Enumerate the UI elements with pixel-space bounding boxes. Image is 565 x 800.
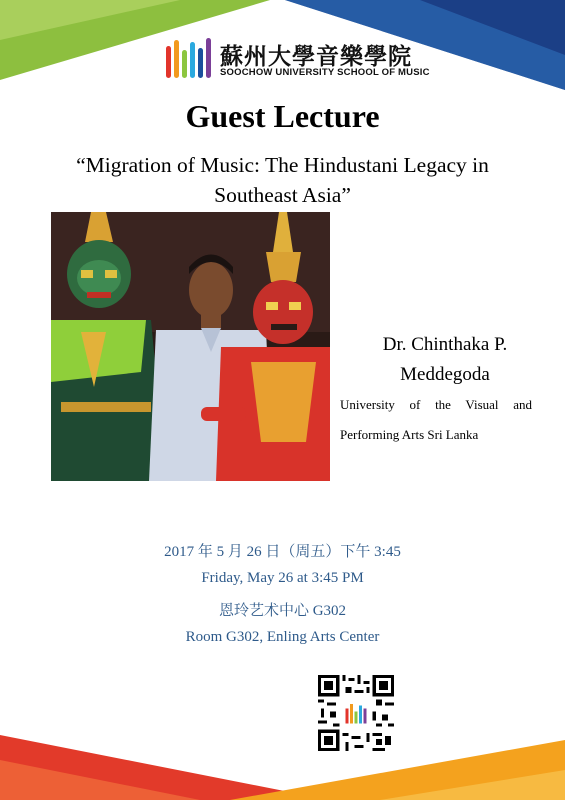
event-date-chinese: 2017 年 5 月 26 日（周五）下午 3:45	[164, 544, 401, 560]
page-title: Guest Lecture	[185, 98, 380, 134]
logo-name-english: SOOCHOW UNIVERSITY SCHOOL OF MUSIC	[220, 67, 430, 78]
bar-logo-icon	[166, 38, 212, 80]
event-venue-english: Room G302, Enling Arts Center	[185, 629, 380, 645]
event-venue-chinese: 恩玲艺术中心 G302	[218, 603, 347, 619]
lecture-topic: “Migration of Music: The Hindustani Legacy in Southeast Asia”	[76, 153, 489, 207]
qr-center-logo	[342, 699, 369, 726]
qr-code-icon[interactable]	[318, 675, 394, 751]
speaker-name: Dr. Chinthaka P. Meddegoda	[382, 334, 508, 385]
event-date-english: Friday, May 26 at 3:45 PM	[201, 570, 364, 586]
logo-name-chinese: 蘇州大學音樂學院	[220, 44, 412, 70]
speaker-photo	[51, 212, 330, 481]
speaker-affiliation: University of the Visual and Performing Arts Sri Lanka	[340, 397, 532, 442]
school-logo	[166, 36, 430, 82]
bottom-corner-decoration	[0, 700, 565, 800]
